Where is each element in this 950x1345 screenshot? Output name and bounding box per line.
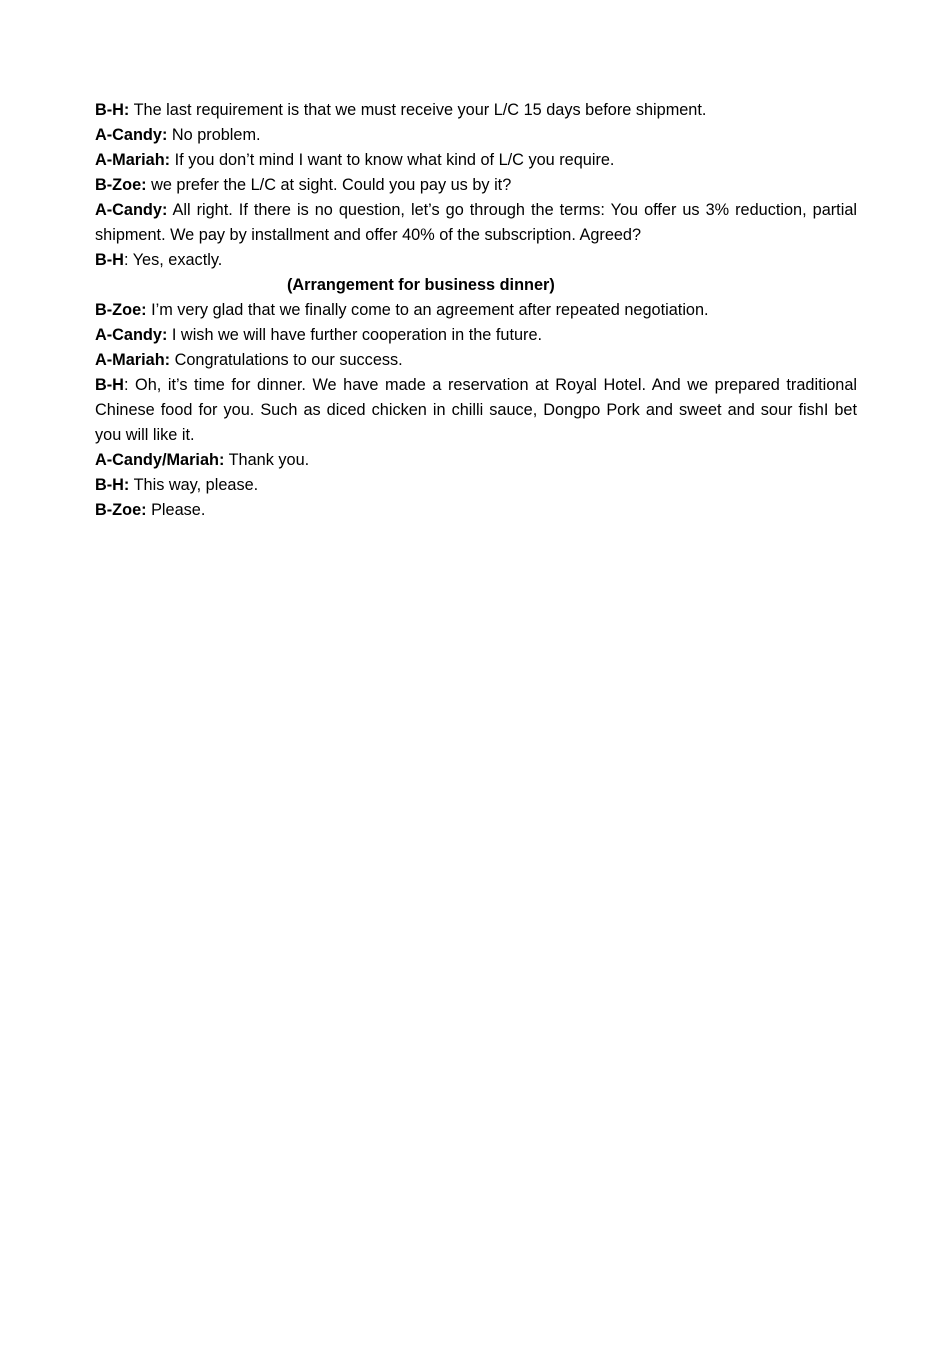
speaker-name: A-Mariah: xyxy=(95,151,171,169)
speaker-name: B-H: xyxy=(95,101,130,119)
dialogue-line xyxy=(95,323,857,348)
speaker-name: B-Zoe: xyxy=(95,501,147,519)
dialogue-text: I’m very glad that we finally come to an agreement after repeated negotiation. xyxy=(146,301,709,319)
dialogue-text: The last requirement is that we must receive your L/C 15 days before shipment. xyxy=(129,101,707,119)
dialogue-text: This way, please. xyxy=(129,476,259,494)
dialogue-text: : Yes, exactly. xyxy=(123,251,223,269)
speaker-name: B-H: xyxy=(95,476,130,494)
speaker-name: A-Candy: xyxy=(95,201,168,219)
dialogue-line xyxy=(95,473,857,498)
dialogue-text: we prefer the L/C at sight. Could you pay us by it? xyxy=(146,176,512,194)
speaker-name: B-Zoe: xyxy=(95,301,147,319)
dialogue-line xyxy=(95,148,857,173)
speaker-name: B-H xyxy=(95,251,124,269)
dialogue-text: Congratulations to our success. xyxy=(170,351,403,369)
dialogue-line xyxy=(95,173,857,198)
dialogue-content xyxy=(95,98,857,523)
dialogue-text: I wish we will have further cooperation in the future. xyxy=(167,326,543,344)
dialogue-line xyxy=(95,448,857,473)
dialogue-line xyxy=(95,198,857,248)
speaker-name: A-Candy: xyxy=(95,126,168,144)
dialogue-line xyxy=(95,248,857,273)
dialogue-text: Please. xyxy=(146,501,206,519)
dialogue-line xyxy=(95,348,857,373)
dialogue-text: : Oh, it’s time for dinner. We have made a reservation at Royal Hotel. And we prepared traditional Chinese food for you. Such as diced chicken in chilli sauce, Dongpo Pork and sweet and sour fishI bet you will like it. xyxy=(95,376,857,444)
dialogue-text: All right. If there is no question, let’s go through the terms: You offer us 3% reduction, partial shipment. We pay by installment and offer 40% of the subscription. Agreed? xyxy=(95,201,857,244)
dialogue-text: Thank you. xyxy=(224,451,310,469)
speaker-name: A-Mariah: xyxy=(95,351,171,369)
dialogue-line xyxy=(95,98,857,123)
speaker-name: A-Candy/Mariah: xyxy=(95,451,225,469)
dialogue-line xyxy=(95,298,857,323)
speaker-name: B-Zoe: xyxy=(95,176,147,194)
dialogue-line xyxy=(95,498,857,523)
speaker-name: A-Candy: xyxy=(95,326,168,344)
section-heading: (Arrangement for business dinner) xyxy=(287,276,555,294)
dialogue-line xyxy=(95,123,857,148)
dialogue-line xyxy=(95,373,857,448)
dialogue-text: If you don’t mind I want to know what kind of L/C you require. xyxy=(170,151,615,169)
dialogue-text: No problem. xyxy=(167,126,261,144)
speaker-name: B-H xyxy=(95,376,124,394)
